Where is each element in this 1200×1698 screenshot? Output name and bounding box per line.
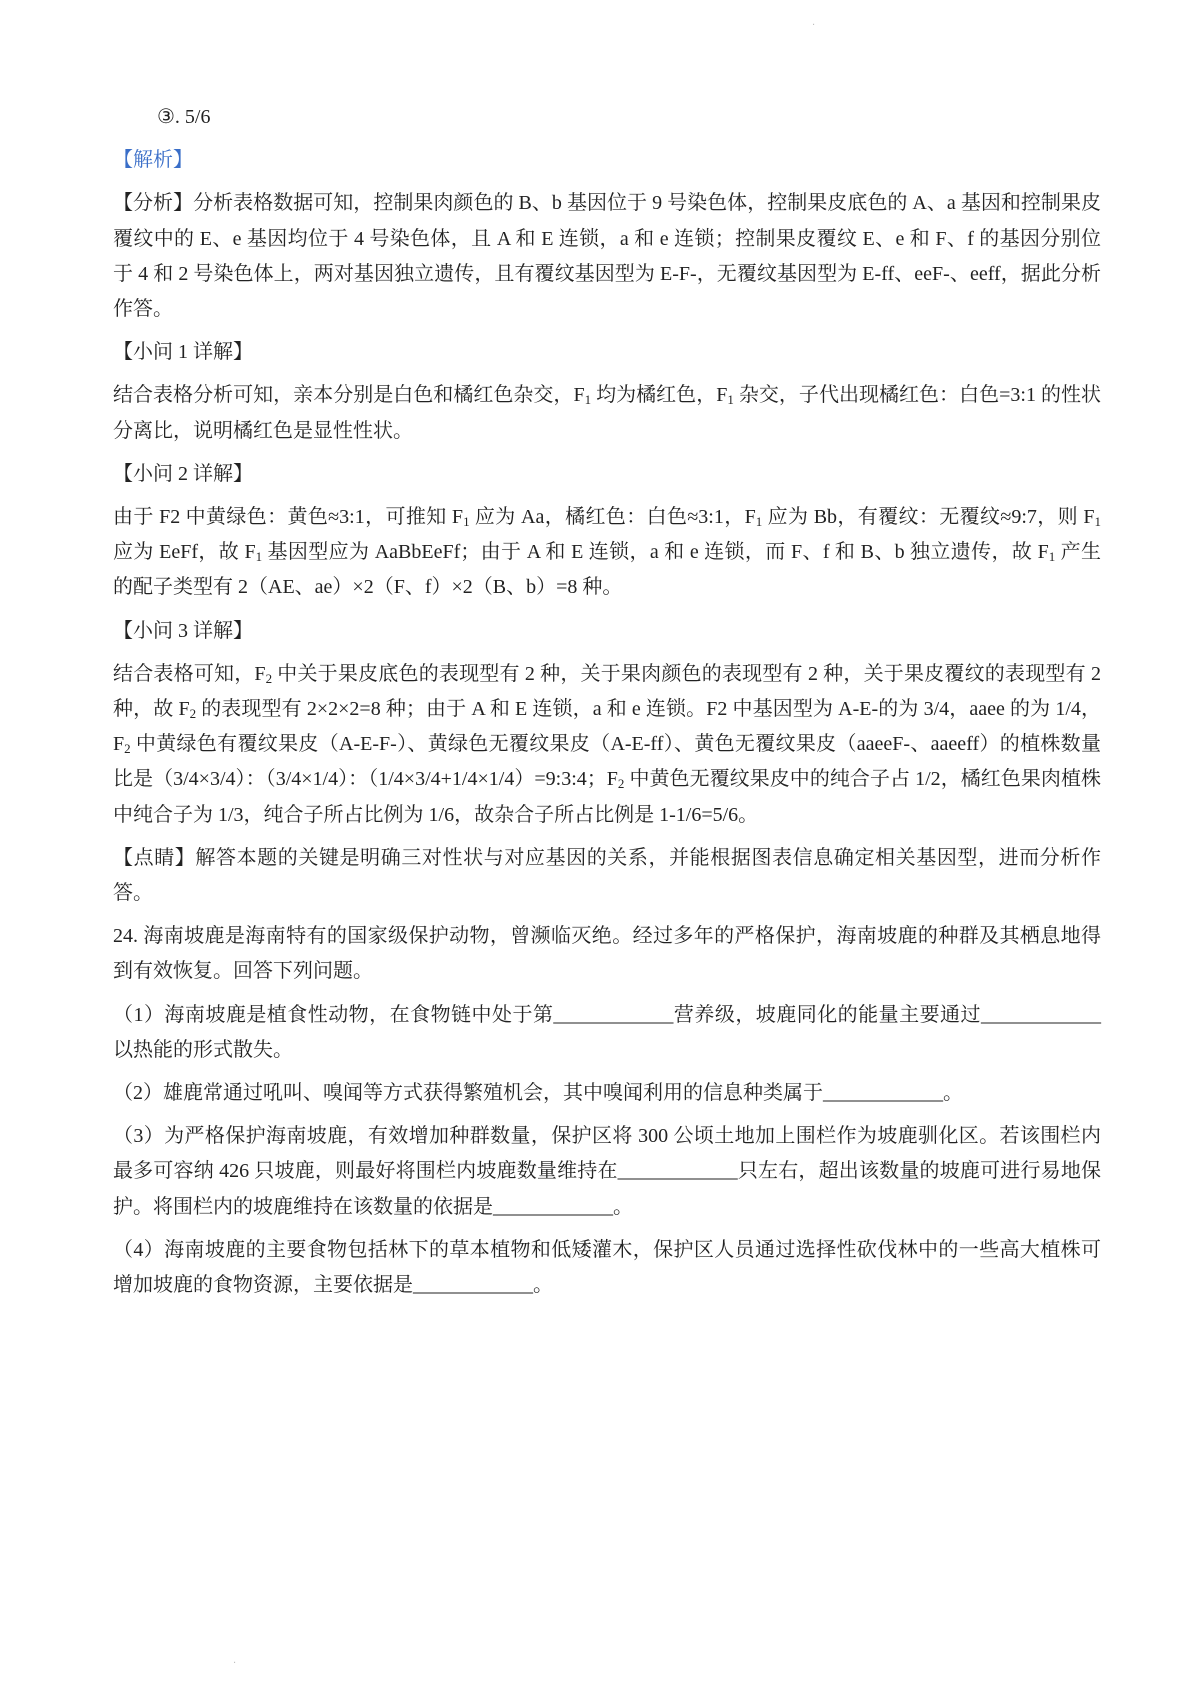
text-segment: （3）为严格保护海南坡鹿，有效增加种群数量，保护区将 300 公顷土地加上围栏作为坡鹿驯化区。若该围栏内最多可容纳 426 只坡鹿，则最好将围栏内坡鹿数量维持在____________只左右，超出该数量的坡鹿可进行易地保护。将围栏内的坡鹿维持在该数量的依据是____________。 bbox=[113, 1125, 1101, 1218]
text-segment: 【解析】 bbox=[113, 149, 193, 172]
text-segment: （1）海南坡鹿是植食性动物，在食物链中处于第____________营养级，坡鹿同化的能量主要通过____________以热能的形式散失。 bbox=[113, 1003, 1101, 1061]
q3-body-paragraph bbox=[113, 657, 1101, 833]
text-segment: 产生的配子类型有 2（AE、ae）×2（F、f）×2（B、b）=8 种。 bbox=[113, 541, 1102, 599]
subscript: 1 bbox=[727, 392, 734, 408]
q1-body-paragraph bbox=[113, 378, 1101, 448]
text-segment: 【小问 3 详解】 bbox=[113, 619, 253, 642]
text-segment: 【小问 2 详解】 bbox=[113, 462, 253, 485]
text-segment: 的表现型有 2×2×2=8 种；由于 A 和 E 连锁，a 和 e 连锁。F2 中基因型为 A-E-的为 3/4，aaee 的为 1/4，F bbox=[113, 698, 1102, 756]
subscript: 2 bbox=[617, 776, 625, 792]
text-segment: 应为 EeFf，故 F bbox=[113, 541, 256, 564]
subscript: 2 bbox=[265, 670, 273, 686]
q2-body-paragraph bbox=[113, 500, 1101, 606]
text-segment: （4）海南坡鹿的主要食物包括林下的草本植物和低矮灌木，保护区人员通过选择性砍伐林中的一些高大植株可增加坡鹿的食物资源，主要依据是____________。 bbox=[113, 1238, 1101, 1297]
text-segment: 基因型应为 AaBbEeFf；由于 A 和 E 连锁，a 和 e 连锁，而 F、f 和 B、b 独立遗传，故 F bbox=[262, 541, 1049, 564]
text-segment: 由于 F2 中黄绿色：黄色≈3:1，可推知 F bbox=[113, 506, 464, 529]
text-segment: 【小问 1 详解】 bbox=[113, 341, 253, 364]
text-segment: ③. 5/6 bbox=[157, 106, 211, 128]
text-segment: 24. 海南坡鹿是海南特有的国家级保护动物，曾濒临灭绝。经过多年的严格保护，海南坡鹿的种群及其栖息地得到有效恢复。回答下列问题。 bbox=[113, 925, 1101, 983]
scan-dot: · bbox=[812, 20, 816, 31]
question-24-paragraph bbox=[113, 919, 1101, 989]
text-segment: 应为 Bb，有覆纹：无覆纹≈9:7，则 F bbox=[762, 506, 1095, 529]
q3-header-paragraph bbox=[113, 614, 1101, 649]
q24-part2-paragraph bbox=[113, 1076, 1101, 1111]
text-segment: 应为 Aa，橘红色：白色≈3:1，F bbox=[469, 506, 756, 529]
solution-document bbox=[113, 100, 1101, 1311]
q1-header-paragraph bbox=[113, 335, 1101, 370]
analysis-paragraph bbox=[113, 186, 1101, 327]
text-segment: 杂交，子代出现橘红色：白色=3:1 的性状分离比，说明橘红色是显性性状。 bbox=[113, 384, 1102, 442]
scan-dot: · bbox=[233, 1658, 237, 1669]
subscript: 1 bbox=[755, 514, 763, 530]
text-segment: 中关于果皮底色的表现型有 2 种，关于果肉颜色的表现型有 2 种，关于果皮覆纹的表现型有 2 种，故 F bbox=[113, 662, 1102, 721]
subscript: 1 bbox=[463, 514, 470, 530]
subscript: 2 bbox=[189, 706, 197, 722]
subscript: 1 bbox=[255, 549, 263, 565]
analysis-header-paragraph bbox=[113, 143, 1101, 178]
text-segment: 【分析】分析表格数据可知，控制果肉颜色的 B、b 基因位于 9 号染色体，控制果皮底色的 A、a 基因和控制果皮覆纹中的 E、e 基因均位于 4 号染色体，且 A 和 E 连锁，a 和 e 连锁；控制果皮覆纹 E、e 和 F、f 的基因分别位于 4 和 2 号染色体上，两对基因独立遗传，且有覆纹基因型为 E-F-，无覆纹基因型为 E-ff、eeF-、eeff，据此分析作答。 bbox=[113, 192, 1101, 321]
text-segment: 中黄色无覆纹果皮中的纯合子占 1/2，橘红色果肉植株中纯合子为 1/3，纯合子所占比例为 1/6，故杂合子所占比例是 1-1/6=5/6。 bbox=[113, 768, 1101, 826]
text-segment: 结合表格可知，F bbox=[113, 662, 266, 685]
subscript: 1 bbox=[584, 392, 592, 408]
q24-part1-paragraph bbox=[113, 998, 1101, 1068]
text-segment: 中黄绿色有覆纹果皮（A-E-F-）、黄绿色无覆纹果皮（A-E-ff）、黄色无覆纹果皮（aaeeF-、aaeeff）的植株数量比是（3/4×3/4）：（3/4×1/4）：（1/4×3/4+1/4×1/4）=9:3:4；F bbox=[113, 733, 1101, 791]
subscript: 2 bbox=[124, 741, 131, 757]
text-segment: （2）雄鹿常通过吼叫、嗅闻等方式获得繁殖机会，其中嗅闻利用的信息种类属于____________。 bbox=[113, 1082, 963, 1105]
text-segment: 【点睛】解答本题的关键是明确三对性状与对应基因的关系，并能根据图表信息确定相关基因型，进而分析作答。 bbox=[113, 846, 1101, 905]
q24-part3-paragraph bbox=[113, 1119, 1101, 1225]
comment-paragraph bbox=[113, 841, 1101, 911]
answer-3-paragraph bbox=[113, 100, 1101, 135]
q24-part4-paragraph bbox=[113, 1233, 1101, 1303]
q2-header-paragraph bbox=[113, 457, 1101, 492]
subscript: 1 bbox=[1094, 514, 1101, 530]
subscript: 1 bbox=[1048, 549, 1056, 565]
text-segment: 均为橘红色，F bbox=[591, 384, 728, 407]
text-segment: 结合表格分析可知，亲本分别是白色和橘红色杂交，F bbox=[113, 384, 585, 407]
